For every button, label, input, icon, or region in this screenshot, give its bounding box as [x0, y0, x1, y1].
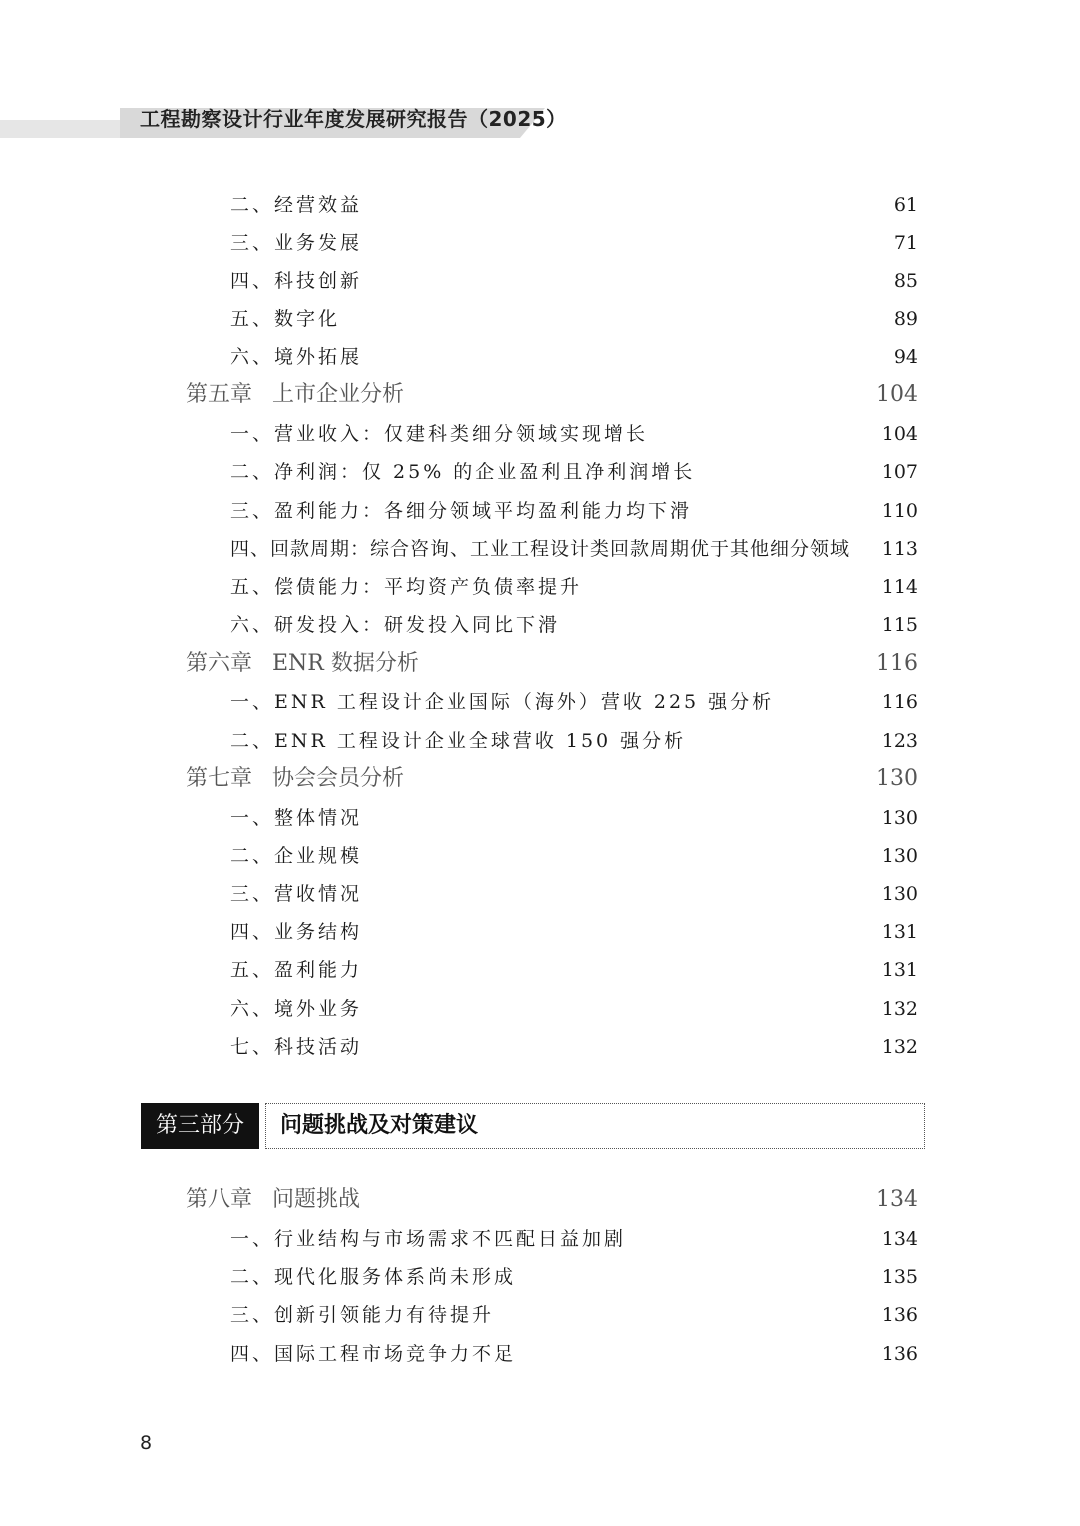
- toc-page-number: 136: [881, 1304, 918, 1326]
- toc-entry-label: 六、境外业务: [230, 998, 363, 1020]
- toc-entry-label: 一、行业结构与市场需求不匹配日益加剧: [230, 1228, 627, 1250]
- toc-page-number: 130: [881, 883, 918, 905]
- toc-entry: [230, 302, 918, 336]
- toc-entry: [230, 340, 918, 374]
- toc-chapter-number: 第七章: [186, 766, 253, 791]
- toc-chapter-title: 上市企业分析: [272, 382, 405, 407]
- toc-page-number: 61: [893, 194, 918, 216]
- toc-entry: [230, 915, 918, 949]
- toc-chapter: [186, 1183, 918, 1217]
- toc-entry: [230, 685, 918, 719]
- toc-entry-label: 二、经营效益: [230, 194, 363, 216]
- toc-entry-label: 四、回款周期：综合咨询、工业工程设计类回款周期优于其他细分领域: [230, 538, 851, 560]
- toc-page-number: 104: [881, 423, 918, 445]
- toc-entry: [230, 1222, 918, 1256]
- toc-entry-label: 五、盈利能力: [230, 959, 363, 981]
- toc-chapter-number: 第八章: [186, 1187, 253, 1212]
- part-divider: [141, 1103, 925, 1149]
- page-number: 8: [140, 1432, 153, 1454]
- toc-entry: [230, 992, 918, 1026]
- header-title: 工程勘察设计行业年度发展研究报告（2025）: [140, 107, 567, 131]
- toc-page-number: 89: [893, 308, 918, 330]
- toc-entry: [230, 455, 918, 489]
- part-label: 第三部分: [141, 1103, 259, 1149]
- toc-entry: [230, 801, 918, 835]
- toc-page-number: 130: [876, 766, 918, 791]
- toc-entry-label: 四、国际工程市场竞争力不足: [230, 1343, 517, 1365]
- toc-entry-label: 五、数字化: [230, 308, 341, 330]
- toc-entry-label: 七、科技活动: [230, 1036, 363, 1058]
- toc-entry: [230, 877, 918, 911]
- toc-page-number: 131: [881, 921, 918, 943]
- toc-chapter: [186, 378, 918, 412]
- toc-entry-label: 三、业务发展: [230, 232, 363, 254]
- toc-page-number: 113: [881, 538, 918, 560]
- toc-page-number: 123: [881, 730, 918, 752]
- toc-page-number: 104: [876, 382, 918, 407]
- toc-entry-label: 三、创新引领能力有待提升: [230, 1304, 495, 1326]
- toc-entry: [230, 953, 918, 987]
- toc-entry: [230, 839, 918, 873]
- toc-entry-label: 二、现代化服务体系尚未形成: [230, 1266, 517, 1288]
- toc-entry: [230, 1337, 918, 1371]
- toc-entry: [230, 494, 918, 528]
- toc-chapter-title: 问题挑战: [272, 1187, 361, 1212]
- toc-entry-label: 二、净利润：仅 25% 的企业盈利且净利润增长: [230, 461, 696, 483]
- toc-entry: [230, 532, 918, 566]
- toc-entry-label: 一、ENR 工程设计企业国际（海外）营收 225 强分析: [230, 691, 775, 713]
- toc-entry-label: 三、盈利能力：各细分领域平均盈利能力均下滑: [230, 500, 693, 522]
- toc-page-number: 116: [881, 691, 918, 713]
- toc-page-number: 131: [881, 959, 918, 981]
- toc-page-number: 115: [881, 614, 918, 636]
- toc-page-number: 132: [881, 1036, 918, 1058]
- toc-chapter-number: 第五章: [186, 382, 253, 407]
- toc-entry-label: 一、营业收入：仅建科类细分领域实现增长: [230, 423, 649, 445]
- toc-chapter: [186, 762, 918, 796]
- toc-entry: [230, 724, 918, 758]
- toc-entry: [230, 226, 918, 260]
- toc-page-number: 116: [876, 651, 918, 676]
- toc-entry: [230, 188, 918, 222]
- toc-entry-label: 二、ENR 工程设计企业全球营收 150 强分析: [230, 730, 687, 752]
- toc-page-number: 130: [881, 845, 918, 867]
- toc-page-number: 114: [881, 576, 918, 598]
- part-title-box: [265, 1103, 925, 1149]
- toc-entry-label: 六、境外拓展: [230, 346, 363, 368]
- toc-entry: [230, 1298, 918, 1332]
- toc-page-number: 71: [893, 232, 918, 254]
- toc-page-number: 132: [881, 998, 918, 1020]
- toc-entry-label: 四、业务结构: [230, 921, 363, 943]
- toc-page-number: 110: [881, 500, 918, 522]
- toc-page-number: 135: [881, 1266, 918, 1288]
- toc-entry-label: 五、偿债能力：平均资产负债率提升: [230, 576, 583, 598]
- toc-page-number: 130: [881, 807, 918, 829]
- toc-page-number: 136: [881, 1343, 918, 1365]
- toc-page-number: 107: [881, 461, 918, 483]
- toc-page-number: 134: [881, 1228, 918, 1250]
- toc-entry-label: 六、研发投入：研发投入同比下滑: [230, 614, 561, 636]
- toc-chapter-number: 第六章: [186, 651, 253, 676]
- toc-chapter-title: 协会会员分析: [272, 766, 405, 791]
- toc-page-number: 134: [876, 1187, 918, 1212]
- toc-entry-label: 二、企业规模: [230, 845, 363, 867]
- toc-entry: [230, 1260, 918, 1294]
- toc-entry: [230, 570, 918, 604]
- toc-page-number: 85: [893, 270, 918, 292]
- toc-entry: [230, 608, 918, 642]
- toc-page-number: 94: [893, 346, 918, 368]
- toc-entry: [230, 1030, 918, 1064]
- toc-entry-label: 三、营收情况: [230, 883, 363, 905]
- toc-chapter: [186, 647, 918, 681]
- toc-entry-label: 四、科技创新: [230, 270, 363, 292]
- toc-entry: [230, 417, 918, 451]
- toc-entry: [230, 264, 918, 298]
- toc-chapter-title: ENR 数据分析: [272, 651, 419, 676]
- part-title: 问题挑战及对策建议: [280, 1113, 479, 1138]
- toc-entry-label: 一、整体情况: [230, 807, 363, 829]
